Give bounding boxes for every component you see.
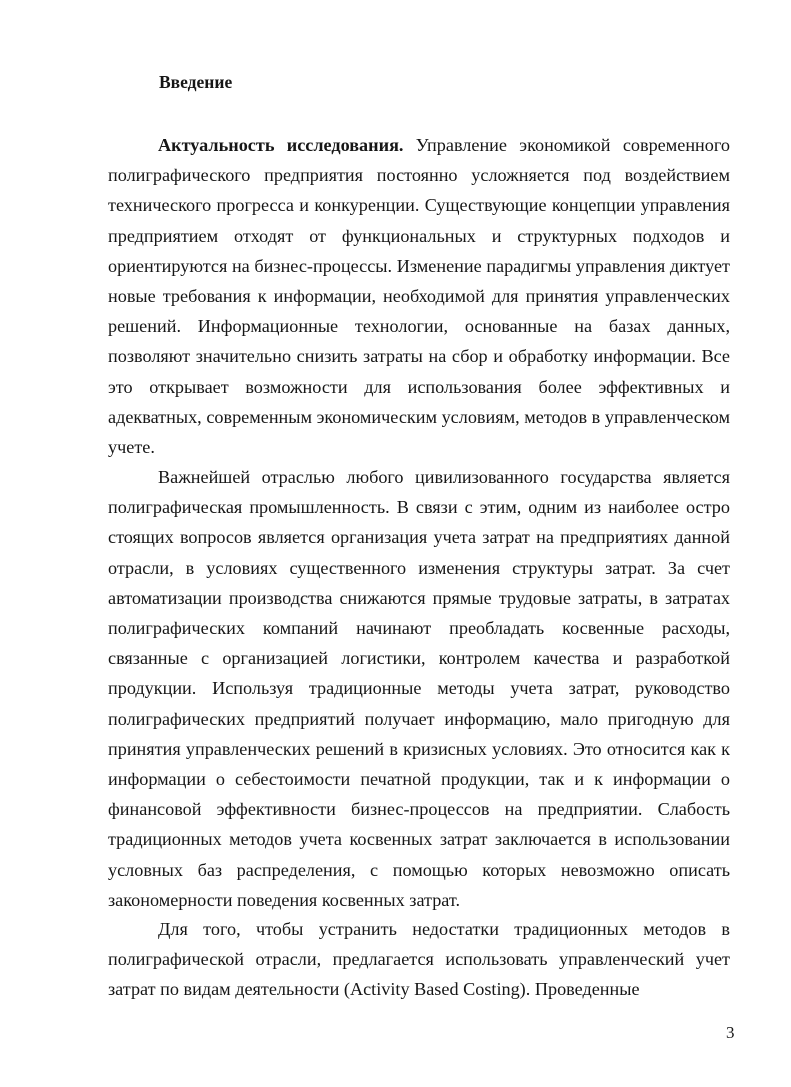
section-heading: Введение bbox=[159, 72, 233, 92]
page-number: 3 bbox=[726, 1023, 735, 1042]
paragraph-industry: Важнейшей отраслью любого цивилизованного государства является полиграфическая промышленность. В связи с этим, одним из наиболее остро стоящих вопросов является организация учета затрат на предприятиях данной отрасли, в условиях существенного изменения структуры затрат. За счет автоматизации производства снижаются прямые трудовые затраты, в затратах полиграфических компаний начинают преобладать косвенные расходы, связанные с организацией логистики, контролем качества и разработкой продукции. Используя традиционные методы учета затрат, руководство полиграфических предприятий получает информацию, мало пригодную для принятия управленческих решений в кризисных условиях. Это относится как к информации о себестоимости печатной продукции, так и к информации о финансовой эффективности бизнес-процессов на предприятии. Слабость традиционных методов учета косвенных затрат заключается в использовании условных баз распределения, с помощью которых невозможно описать закономерности поведения косвенных затрат. bbox=[108, 467, 730, 910]
paragraph-relevance bbox=[108, 130, 730, 462]
paragraph-abc: Для того, чтобы устранить недостатки традиционных методов в полиграфической отрасли, предлагается использовать управленческий учет затрат по видам деятельности (Activity Based Costing). Проведенные bbox=[108, 919, 730, 1000]
paragraph-lead: Актуальность исследования. bbox=[158, 135, 404, 155]
paragraph-text: Управление экономикой современного полиграфического предприятия постоянно усложняется под воздействием технического прогресса и конкуренции. Существующие концепции управления предприятием отходят от функциональных и структурных подходов и ориентируются на бизнес-процессы. Изменение парадигмы управления диктует новые требования к информации, необходимой для принятия управленческих решений. Информационные технологии, основанные на базах данных, позволяют значительно снизить затраты на сбор и обработку информации. Все это открывает возможности для использования более эффективных и адекватных, современным экономическим условиям, методов в управленческом учете. bbox=[108, 135, 730, 458]
